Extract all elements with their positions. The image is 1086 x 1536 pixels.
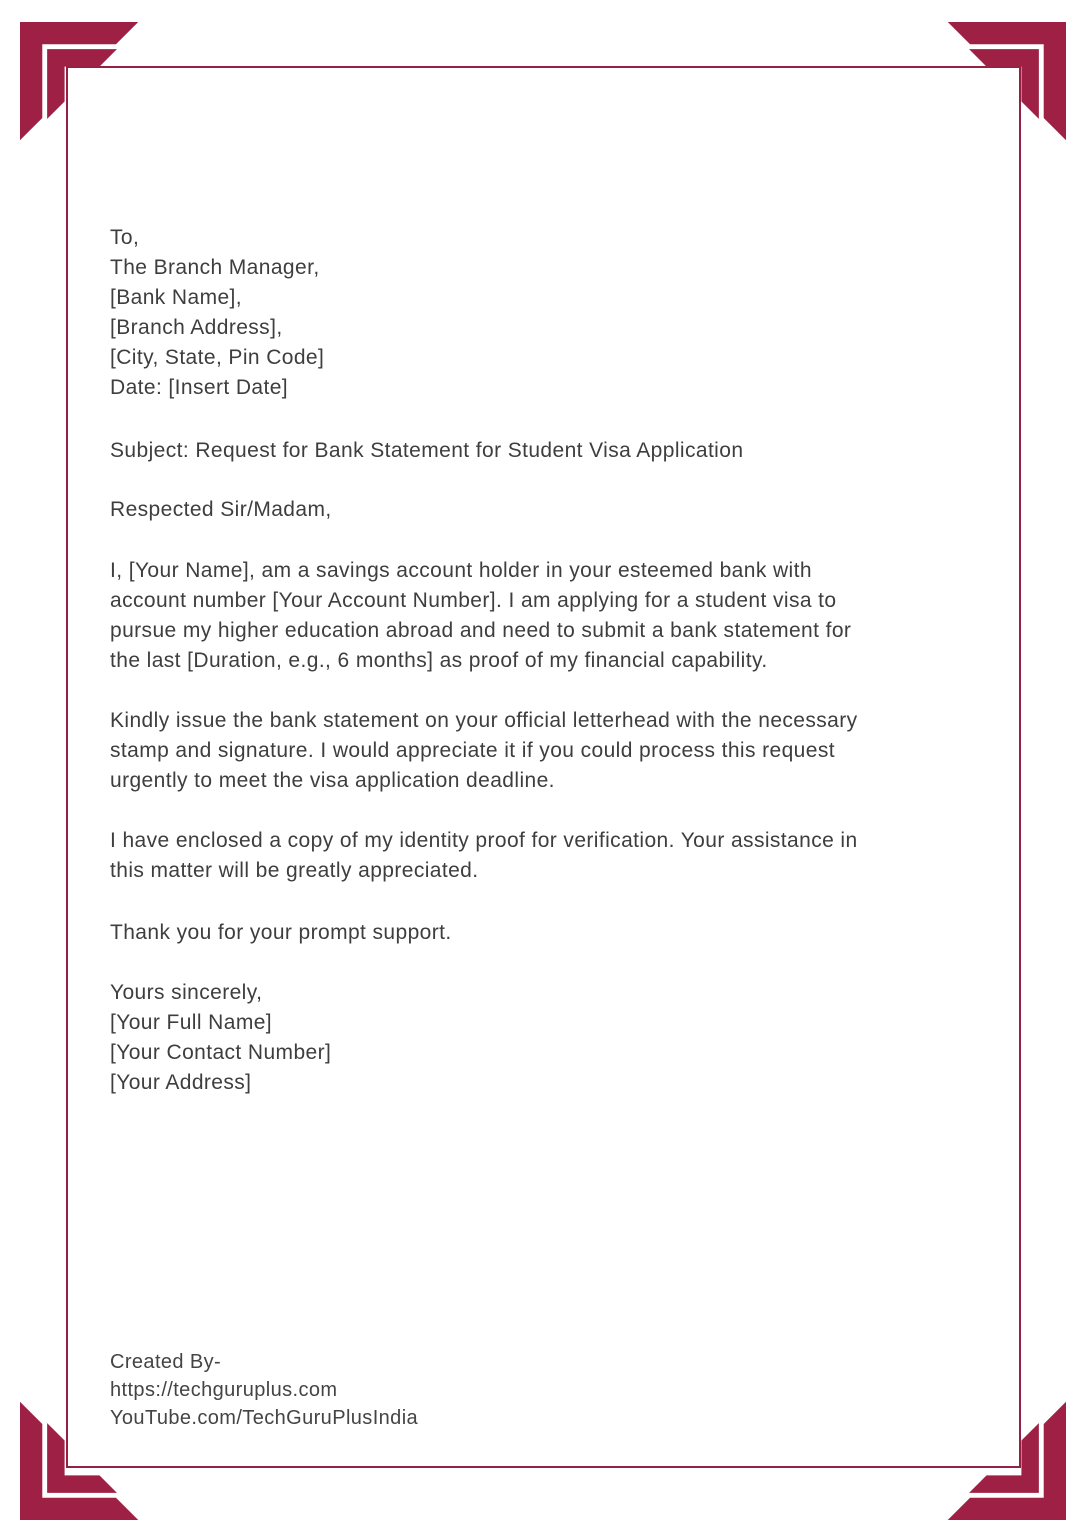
signature-block bbox=[110, 978, 331, 1098]
subject-line: Subject: Request for Bank Statement for Student Visa Application bbox=[110, 439, 744, 462]
footer-youtube-url: YouTube.com/TechGuruPlusIndia bbox=[110, 1407, 419, 1429]
paragraph-line: account number [Your Account Number]. I am applying for a student visa to bbox=[110, 589, 837, 612]
paragraph-line: urgently to meet the visa application deadline. bbox=[110, 769, 555, 792]
body-paragraph-3 bbox=[110, 826, 858, 886]
footer-website-url: https://techguruplus.com bbox=[110, 1379, 338, 1401]
closing-line: [Your Full Name] bbox=[110, 1011, 273, 1034]
body-paragraph-1 bbox=[110, 556, 851, 676]
corner-ornament-top-left-icon bbox=[20, 22, 146, 148]
paragraph-line: I have enclosed a copy of my identity proof for verification. Your assistance in bbox=[110, 829, 858, 852]
recipient-line: [Bank Name], bbox=[110, 286, 243, 309]
corner-ornament-top-right-icon bbox=[940, 22, 1066, 148]
paragraph-line: the last [Duration, e.g., 6 months] as proof of my financial capability. bbox=[110, 649, 768, 672]
recipient-address-block bbox=[110, 223, 324, 403]
paragraph-line: this matter will be greatly appreciated. bbox=[110, 859, 479, 882]
credits-footer bbox=[110, 1348, 418, 1432]
recipient-line: [City, State, Pin Code] bbox=[110, 346, 325, 369]
paragraph-line: stamp and signature. I would appreciate it if you could process this request bbox=[110, 739, 835, 762]
recipient-line: The Branch Manager, bbox=[110, 256, 320, 279]
body-paragraph-2 bbox=[110, 706, 858, 796]
paragraph-line: pursue my higher education abroad and need to submit a bank statement for bbox=[110, 619, 852, 642]
closing-line: [Your Address] bbox=[110, 1071, 252, 1094]
recipient-line: To, bbox=[110, 226, 140, 249]
closing-line: [Your Contact Number] bbox=[110, 1041, 332, 1064]
footer-created-by: Created By- bbox=[110, 1351, 222, 1373]
paragraph-line: Kindly issue the bank statement on your official letterhead with the necessary bbox=[110, 709, 858, 732]
corner-ornament-bottom-right-icon bbox=[940, 1394, 1066, 1520]
paragraph-line: I, [Your Name], am a savings account holder in your esteemed bank with bbox=[110, 559, 812, 582]
closing-line: Yours sincerely, bbox=[110, 981, 263, 1004]
salutation: Respected Sir/Madam, bbox=[110, 498, 332, 521]
recipient-line: [Branch Address], bbox=[110, 316, 283, 339]
date-line: Date: [Insert Date] bbox=[110, 376, 289, 399]
thanks-line: Thank you for your prompt support. bbox=[110, 921, 452, 944]
